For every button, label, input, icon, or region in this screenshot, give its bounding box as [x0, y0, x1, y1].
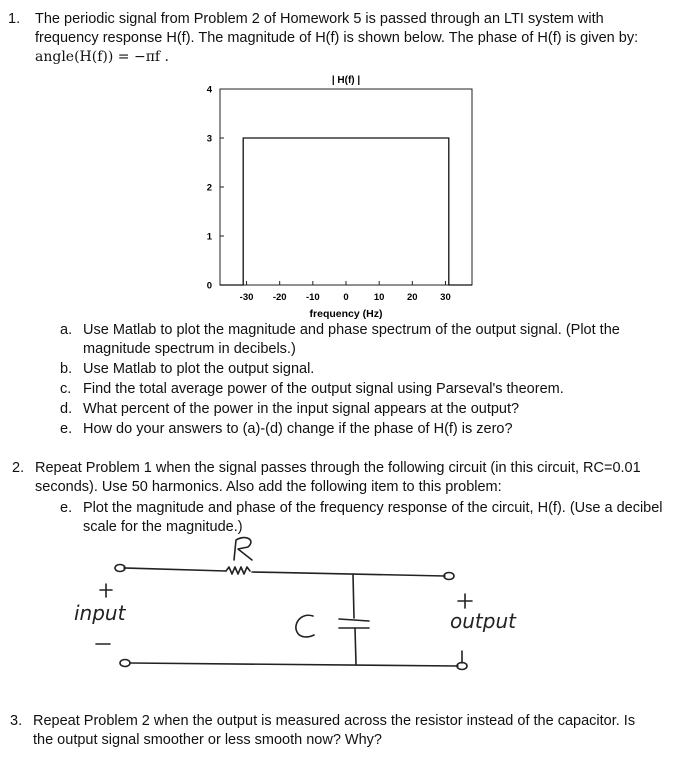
y-axis-ticks: [207, 85, 224, 292]
y-tick-label: 3: [206, 133, 212, 145]
x-tick-label: 0: [343, 292, 349, 303]
bottom-wire: [130, 663, 458, 666]
x-tick-label: -20: [272, 292, 287, 303]
plot-frame: [220, 89, 472, 285]
x-tick-label: 20: [407, 292, 418, 303]
y-tick-label: 2: [206, 182, 212, 194]
problem-2-part-e-line-2: scale for the magnitude.): [83, 519, 243, 535]
input-terminal-bottom: [120, 660, 130, 667]
resistor-label-r: [234, 538, 252, 560]
input-plus-sign: [100, 584, 112, 597]
y-tick-label: 4: [206, 84, 212, 96]
phase-formula: angle(H(f)) = −πf .: [35, 49, 169, 65]
x-tick-label: -10: [305, 292, 320, 303]
output-plus-sign: [458, 594, 472, 608]
problem-1-part-label: c.: [60, 381, 72, 397]
problem-1-part-label: a.: [60, 322, 73, 338]
capacitor-top-plate: [339, 619, 369, 621]
x-axis-ticks: [240, 281, 451, 303]
top-wire-right: [252, 572, 445, 576]
input-label: input: [74, 601, 126, 625]
y-tick-label: 0: [206, 280, 212, 292]
problem-2-text-line-2: seconds). Use 50 harmonics. Also add the following item to this problem:: [35, 479, 502, 495]
problem-1-part-text: Use Matlab to plot the output signal.: [83, 361, 315, 377]
chart-title: | H(f) |: [331, 75, 361, 86]
magnitude-line: [220, 138, 472, 285]
problem-1-text-line-2: frequency response H(f). The magnitude of H(f) is shown below. The phase of H(f) is given by:: [35, 30, 639, 46]
x-tick-label: 30: [440, 292, 451, 303]
problem-1-part-label: b.: [60, 361, 73, 377]
problem-1-number: 1.: [8, 11, 21, 27]
output-label: output: [450, 609, 516, 633]
capacitor-label-c: [296, 615, 314, 637]
problem-1-part-text: magnitude spectrum in decibels.): [83, 341, 296, 357]
problem-1-part-text: How do your answers to (a)-(d) change if the phase of H(f) is zero?: [83, 421, 513, 437]
problem-2-part-e-line-1: Plot the magnitude and phase of the frequency response of the circuit, H(f). (Use a decibel: [83, 500, 663, 516]
x-axis-label: frequency (Hz): [309, 308, 383, 320]
problem-2-part-e-label: e.: [60, 500, 73, 516]
problem-1-part-label: d.: [60, 401, 73, 417]
capacitor-bottom-lead: [355, 628, 356, 664]
problem-3-number: 3.: [10, 713, 23, 729]
problem-3-text-line-1: Repeat Problem 2 when the output is measured across the resistor instead of the capacitor. Is: [33, 713, 636, 729]
problem-1-part-text: Find the total average power of the output signal using Parseval's theorem.: [83, 381, 564, 397]
problem-1-part-text: Use Matlab to plot the magnitude and phase spectrum of the output signal. (Plot the: [83, 322, 620, 338]
problem-2-text-line-1: Repeat Problem 1 when the signal passes through the following circuit (in this circuit, RC=0.01: [35, 460, 641, 476]
problem-1-part-text: What percent of the power in the input signal appears at the output?: [83, 401, 520, 417]
problem-2-number: 2.: [12, 460, 25, 476]
resistor-symbol: [226, 567, 250, 574]
problem-3-text-line-2: the output signal smoother or less smooth now? Why?: [33, 732, 382, 748]
problem-1-text-line-1: The periodic signal from Problem 2 of Homework 5 is passed through an LTI system with: [35, 11, 604, 27]
rc-circuit-diagram: [0, 520, 695, 690]
capacitor-top-lead: [353, 574, 354, 618]
y-tick-label: 1: [206, 231, 212, 243]
x-tick-label: -30: [239, 292, 254, 303]
x-tick-label: 10: [373, 292, 385, 303]
problem-1-part-label: e.: [60, 421, 73, 437]
top-wire-left: [124, 568, 226, 571]
magnitude-response-chart: [0, 0, 695, 330]
